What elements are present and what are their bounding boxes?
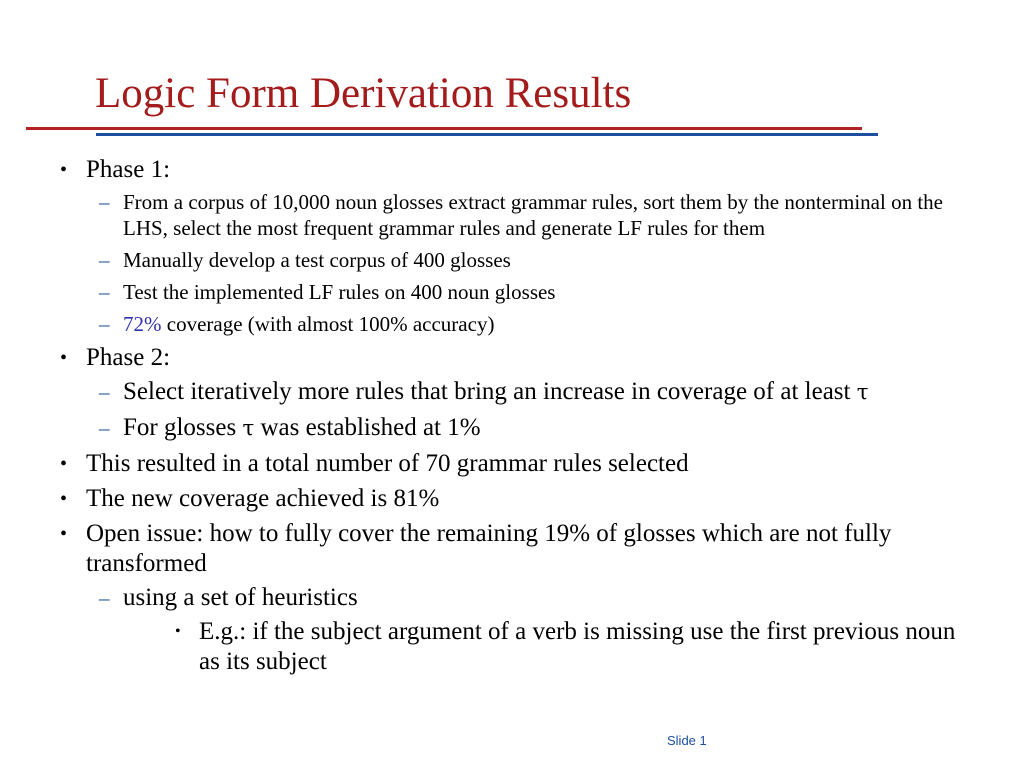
slide-title: Logic Form Derivation Results [95,70,632,117]
sub-bullet-text: Test the implemented LF rules on 400 noun glosses [123,280,556,304]
coverage-value: 72% [123,312,162,336]
coverage-text: coverage (with almost 100% accuracy) [161,312,495,336]
tau-symbol: τ [242,416,255,441]
dash-marker: – [99,190,110,214]
tau-symbol: τ [856,380,869,405]
phase-2-subitems [86,377,978,444]
bullet-text: The new coverage achieved is 81% [86,485,440,512]
sub-bullet [86,247,978,273]
bullet-marker: • [60,453,68,475]
title-underline-blue [96,133,878,136]
bullet-marker: • [60,347,68,369]
sub-bullet [86,413,978,444]
heuristics-subitems [123,617,978,677]
dash-marker: – [99,280,110,304]
bullet-phase-1 [58,155,978,337]
bullet-text: Phase 1: [86,156,171,183]
bullet-list [58,155,978,682]
bullet-open-issue [58,519,978,677]
sub-bullet [86,583,978,677]
bullet-text: This resulted in a total number of 70 grammar rules selected [86,450,689,477]
sub-bullet-text: Manually develop a test corpus of 400 glosses [123,248,511,272]
sub-bullet-text: From a corpus of 10,000 noun glosses extract grammar rules, sort them by the nonterminal on the LHS, select the most frequent grammar rules and generate LF rules for them [123,190,943,240]
sub-sub-bullet [123,617,978,677]
sub-bullet-text: Select iteratively more rules that bring an increase in coverage of at least [123,378,857,405]
bullet-text: Open issue: how to fully cover the remaining 19% of glosses which are not fully transformed [86,520,892,577]
sub-bullet-text: using a set of heuristics [123,584,358,611]
dash-marker: – [99,312,110,336]
sub-sub-bullet-text: E.g.: if the subject argument of a verb is missing use the first previous noun as its subject [199,618,956,675]
bullet-marker: • [60,159,68,181]
dash-marker: – [99,416,110,440]
title-underline-red [26,127,862,130]
dash-marker: – [99,586,110,610]
bullet-marker: • [60,523,68,545]
bullet-total-rules [58,449,978,479]
sub-bullet-text-before: For glosses [123,414,243,441]
bullet-text: Phase 2: [86,344,171,371]
open-issue-subitems [86,583,978,677]
bullet-new-coverage [58,484,978,514]
slide-number: Slide 1 [667,733,707,748]
sub-bullet [86,189,978,241]
sub-bullet-text-after: was established at 1% [254,414,481,441]
phase-1-subitems [86,189,978,337]
sub-bullet-coverage [86,311,978,337]
sub-bullet [86,377,978,408]
dash-marker: – [99,248,110,272]
sub-bullet [86,279,978,305]
bullet-phase-2 [58,343,978,444]
bullet-marker: • [60,488,68,510]
small-bullet-marker: • [175,623,181,640]
dash-marker: – [99,380,110,404]
